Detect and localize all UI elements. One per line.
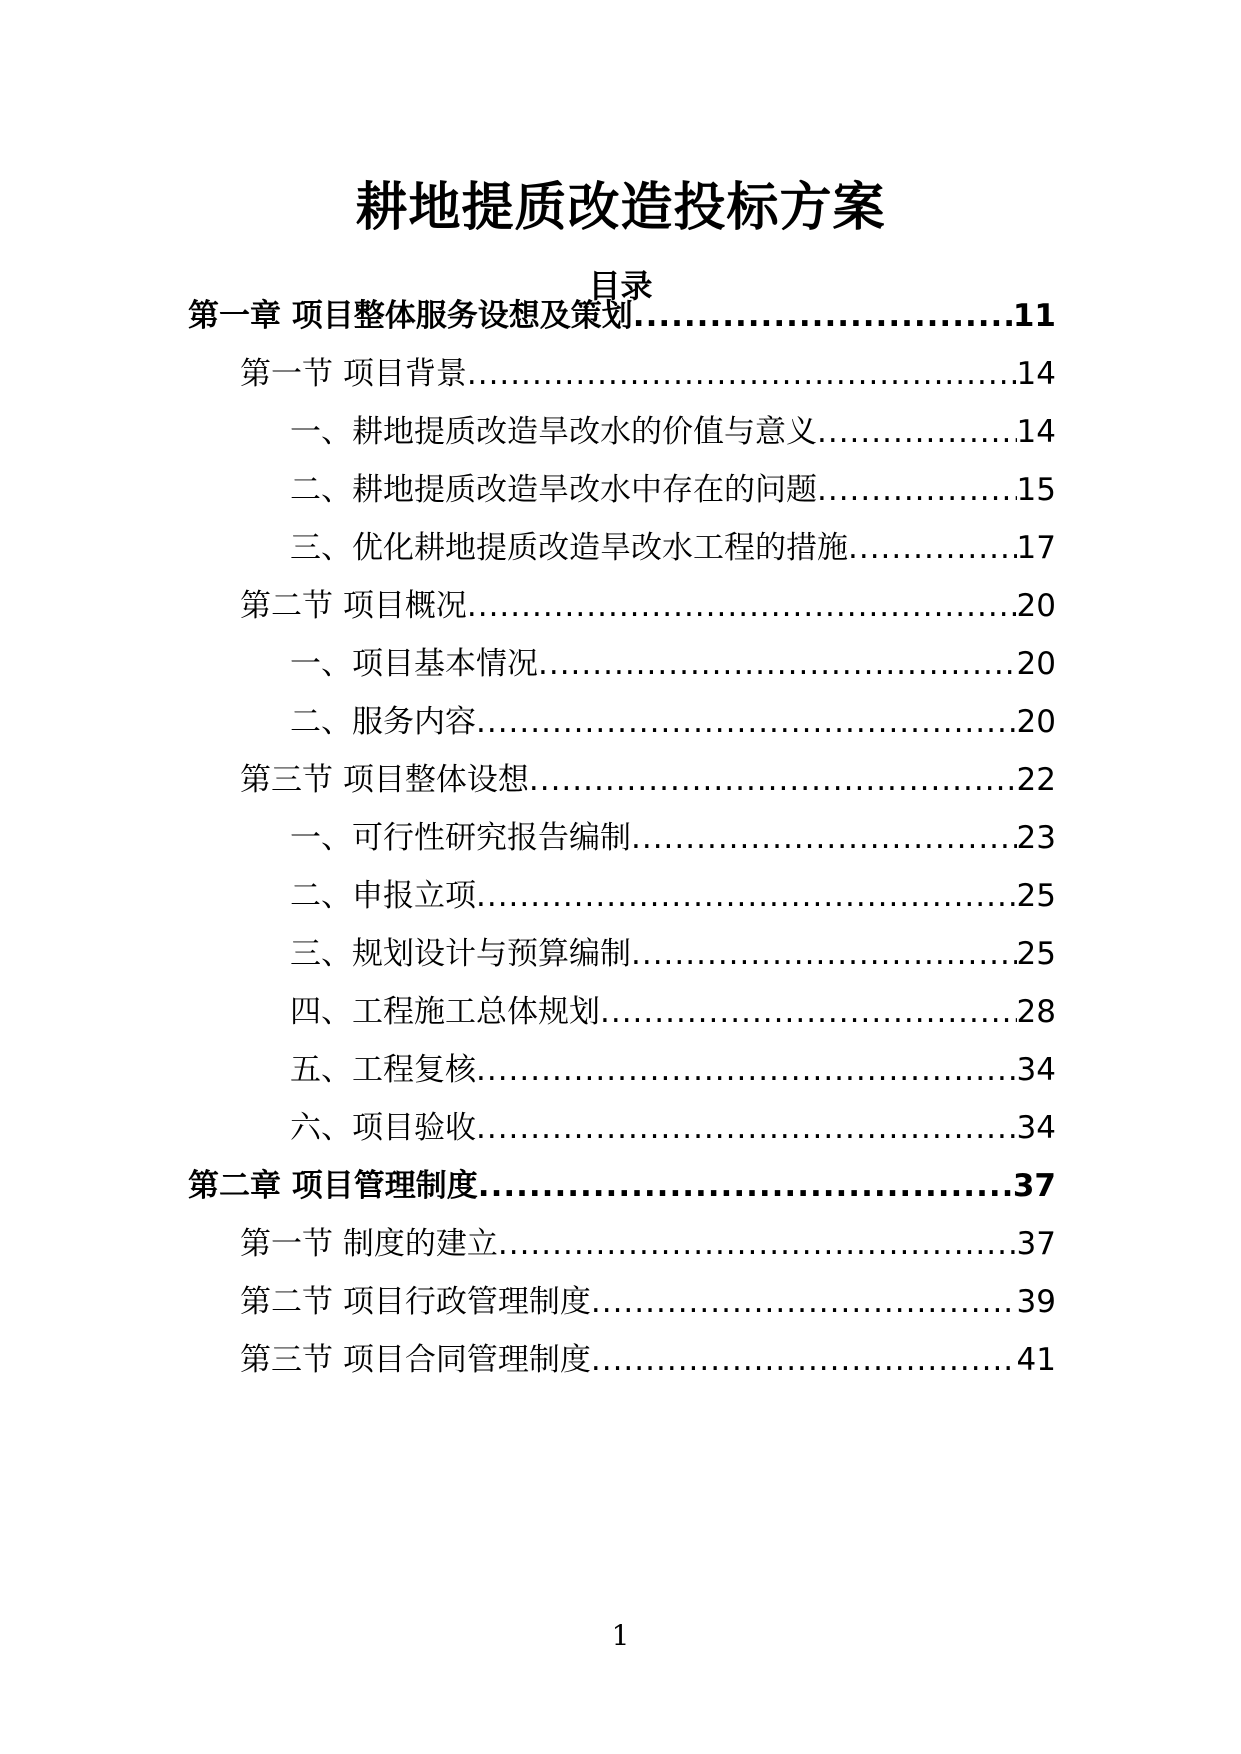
toc-dot-leader (498, 1220, 1017, 1268)
toc-entry-label: 第一章 项目整体服务设想及策划 (188, 298, 633, 334)
toc-entry-page: 37 (1012, 1168, 1056, 1204)
toc-entry-page: 20 (1016, 646, 1056, 682)
toc-entry-section[interactable] (240, 756, 1056, 804)
toc-entry-page: 22 (1016, 762, 1056, 798)
toc-entry-label: 三、规划设计与预算编制 (290, 936, 631, 972)
toc-dot-leader (529, 756, 1017, 804)
toc-entry-label: 第一节 制度的建立 (240, 1226, 498, 1262)
toc-dot-leader (633, 292, 1013, 340)
toc-entry-label: 第二节 项目概况 (240, 588, 467, 624)
toc-dot-leader (476, 1104, 1017, 1152)
toc-entry-page: 41 (1016, 1342, 1056, 1378)
toc-entry-subsection[interactable] (290, 930, 1056, 978)
toc-entry-subsection[interactable] (290, 408, 1056, 456)
toc-entry-subsection[interactable] (290, 524, 1056, 572)
toc-entry-subsection[interactable] (290, 640, 1056, 688)
toc-entry-label: 一、可行性研究报告编制 (290, 820, 631, 856)
toc-entry-label: 一、耕地提质改造旱改水的价值与意义 (290, 414, 817, 450)
toc-entry-page: 34 (1016, 1110, 1056, 1146)
toc-entry-page: 37 (1016, 1226, 1056, 1262)
toc-entry-subsection[interactable] (290, 814, 1056, 862)
toc-entry-page: 20 (1016, 704, 1056, 740)
toc-entry-page: 15 (1016, 472, 1056, 508)
toc-entry-label: 第一节 项目背景 (240, 356, 467, 392)
toc-entry-page: 17 (1016, 530, 1056, 566)
toc-heading: 目录 (588, 267, 653, 305)
toc-entry-subsection[interactable] (290, 466, 1056, 514)
toc-entry-chapter-2[interactable] (188, 1162, 1056, 1210)
toc-dot-leader (467, 582, 1017, 630)
toc-dot-leader (467, 350, 1017, 398)
toc-entry-label: 三、优化耕地提质改造旱改水工程的措施 (290, 530, 848, 566)
toc-dot-leader (848, 524, 1017, 572)
toc-entry-section[interactable] (240, 350, 1056, 398)
toc-entry-label: 第二节 项目行政管理制度 (240, 1284, 591, 1320)
toc-entry-page: 23 (1016, 820, 1056, 856)
toc-entry-label: 二、申报立项 (290, 878, 476, 914)
toc-entry-subsection[interactable] (290, 1046, 1056, 1094)
page-number: 1 (611, 1619, 630, 1652)
toc-entry-section[interactable] (240, 1336, 1056, 1384)
toc-dot-leader (478, 1162, 1013, 1210)
toc-dot-leader (817, 408, 1017, 456)
toc-dot-leader (631, 814, 1017, 862)
document-title: 耕地提质改造投标方案 (355, 178, 886, 238)
toc-entry-subsection[interactable] (290, 988, 1056, 1036)
toc-entry-section[interactable] (240, 1278, 1056, 1326)
toc-dot-leader (476, 872, 1017, 920)
toc-dot-leader (538, 640, 1017, 688)
toc-entry-subsection[interactable] (290, 1104, 1056, 1152)
toc-entry-label: 二、耕地提质改造旱改水中存在的问题 (290, 472, 817, 508)
toc-entry-label: 四、工程施工总体规划 (290, 994, 600, 1030)
toc-dot-leader (817, 466, 1017, 514)
toc-dot-leader (591, 1278, 1017, 1326)
toc-dot-leader (476, 698, 1017, 746)
toc-entry-page: 25 (1016, 936, 1056, 972)
toc-entry-label: 六、项目验收 (290, 1110, 476, 1146)
toc-entry-chapter-1[interactable] (188, 292, 1056, 340)
toc-entry-page: 34 (1016, 1052, 1056, 1088)
toc-entry-label: 第三节 项目合同管理制度 (240, 1342, 591, 1378)
toc-entry-page: 28 (1016, 994, 1056, 1030)
toc-entry-label: 第三节 项目整体设想 (240, 762, 529, 798)
toc-entry-page: 25 (1016, 878, 1056, 914)
toc-dot-leader (600, 988, 1017, 1036)
toc-entry-label: 二、服务内容 (290, 704, 476, 740)
toc-entry-label: 第二章 项目管理制度 (188, 1168, 478, 1204)
toc-entry-page: 39 (1016, 1284, 1056, 1320)
toc-dot-leader (476, 1046, 1017, 1094)
toc-entry-label: 五、工程复核 (290, 1052, 476, 1088)
toc-entry-section[interactable] (240, 1220, 1056, 1268)
toc-entry-page: 11 (1012, 298, 1056, 334)
toc-entry-page: 20 (1016, 588, 1056, 624)
toc-entry-subsection[interactable] (290, 698, 1056, 746)
toc-entry-page: 14 (1016, 356, 1056, 392)
toc-entry-subsection[interactable] (290, 872, 1056, 920)
toc-dot-leader (631, 930, 1017, 978)
toc-entry-section[interactable] (240, 582, 1056, 630)
toc-entry-page: 14 (1016, 414, 1056, 450)
toc-dot-leader (591, 1336, 1017, 1384)
toc-entry-label: 一、项目基本情况 (290, 646, 538, 682)
